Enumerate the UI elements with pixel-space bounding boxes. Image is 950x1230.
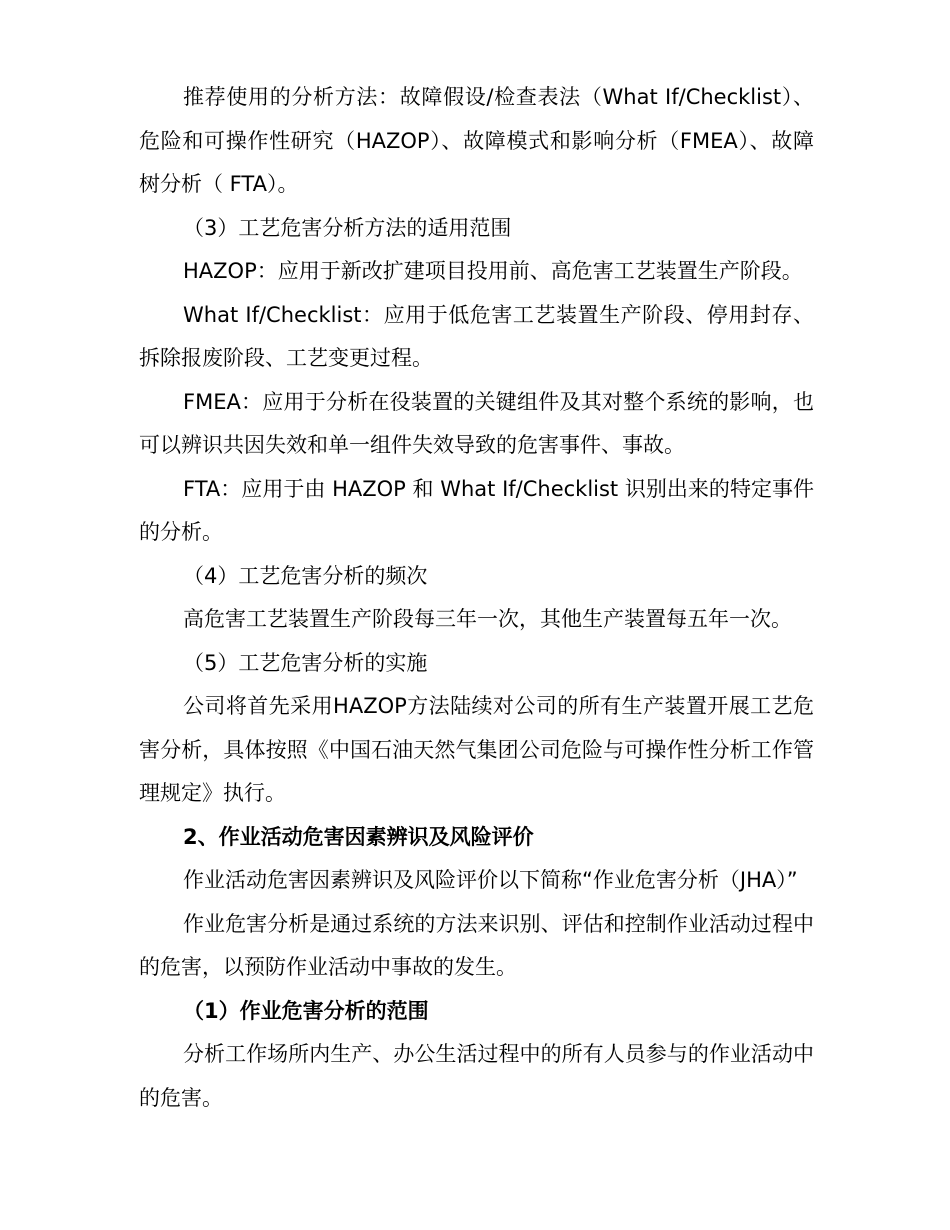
paragraph-jha-scope: 分析工作场所内生产、办公生活过程中的所有人员参与的作业活动中的危害。 <box>139 1042 814 1110</box>
paragraph-fta: FTA：应用于由 HAZOP 和 What If/Checklist 识别出来的特定事件的分析。 <box>139 476 814 544</box>
paragraph-jha-definition: 作业活动危害因素辨识及风险评价以下简称“作业危害分析（JHA）” <box>183 868 798 892</box>
paragraph-frequency: 高危害工艺装置生产阶段每三年一次，其他生产装置每五年一次。 <box>183 607 792 631</box>
heading-jha-scope-1: （1）作业危害分析的范围 <box>183 998 429 1023</box>
heading-implementation-5: （5）工艺危害分析的实施 <box>183 650 428 675</box>
section-heading-jha: 2、作业活动危害因素辨识及风险评价 <box>183 824 534 849</box>
paragraph-jha-purpose: 作业危害分析是通过系统的方法来识别、评估和控制作业活动过程中的危害，以预防作业活动中事故的发生。 <box>139 911 814 979</box>
heading-frequency-4: （4）工艺危害分析的频次 <box>183 563 428 588</box>
heading-scope-3: （3）工艺危害分析方法的适用范围 <box>183 215 512 240</box>
paragraph-hazop: HAZOP：应用于新改扩建项目投用前、高危害工艺装置生产阶段。 <box>183 259 803 283</box>
paragraph-whatif: What If/Checklist：应用于低危害工艺装置生产阶段、停用封存、拆除报废阶段、工艺变更过程。 <box>139 302 814 370</box>
paragraph-methods: 推荐使用的分析方法：故障假设/检查表法（What If/Checklist）、危险和可操作性研究（HAZOP）、故障模式和影响分析（FMEA）、故障树分析（ FTA）。 <box>139 85 814 196</box>
paragraph-implementation: 公司将首先采用HAZOP方法陆续对公司的所有生产装置开展工艺危害分析，具体按照《中国石油天然气集团公司危险与可操作性分析工作管理规定》执行。 <box>139 694 814 805</box>
document-body <box>139 76 814 1120</box>
paragraph-fmea: FMEA：应用于分析在役装置的关键组件及其对整个系统的影响，也可以辨识共因失效和单一组件失效导致的危害事件、事故。 <box>139 389 814 457</box>
